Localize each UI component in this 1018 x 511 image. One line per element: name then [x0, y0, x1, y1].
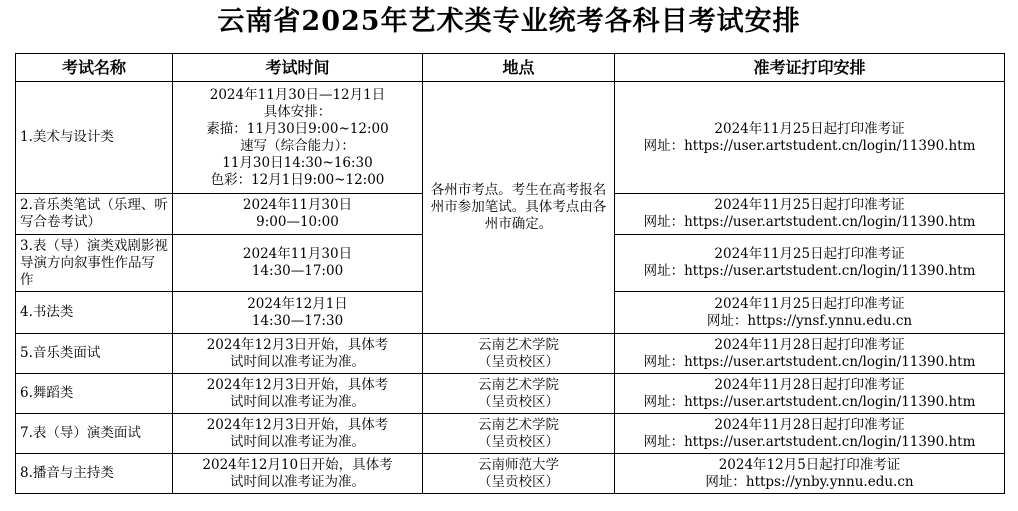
time-line: 2024年12月3日开始，具体考	[206, 376, 389, 393]
header-exam-name: 考试名称	[16, 54, 173, 82]
print-date: 2024年12月5日起打印准考证	[718, 456, 901, 473]
time-line: 9:00—10:00	[256, 214, 339, 230]
table-row	[16, 414, 1005, 454]
exam-schedule-table	[15, 53, 1005, 494]
exam-name-cell: 4.书法类	[16, 292, 173, 334]
time-line: 2024年12月3日开始，具体考	[206, 336, 389, 353]
header-admission-ticket: 准考证打印安排	[615, 54, 1005, 82]
admission-print-cell	[615, 374, 1005, 414]
location-line: 云南艺术学院	[478, 336, 559, 353]
time-line: 色彩：12月1日9:00~12:00	[210, 171, 385, 188]
exam-name-cell: 1.美术与设计类	[16, 82, 173, 194]
exam-time-cell	[173, 82, 423, 194]
location-cell	[423, 454, 615, 494]
exam-time-cell	[173, 235, 423, 292]
time-line: 速写（综合能力）：	[240, 137, 355, 154]
location-line: （呈贡校区）	[478, 433, 559, 450]
time-line: 试时间以准考证为准。	[230, 393, 365, 410]
time-line: 11月30日14:30~16:30	[222, 154, 373, 171]
location-line: 云南艺术学院	[478, 416, 559, 433]
time-line: 试时间以准考证为准。	[230, 353, 365, 370]
location-line: （呈贡校区）	[478, 473, 559, 490]
print-date: 2024年11月28日起打印准考证	[714, 416, 905, 433]
exam-time-cell	[173, 414, 423, 454]
exam-time-cell	[173, 454, 423, 494]
location-line: 云南师范大学	[478, 456, 559, 473]
time-line: 素描：11月30日9:00~12:00	[206, 120, 389, 137]
print-url: 网址：https://user.artstudent.cn/login/11390.htm	[643, 353, 976, 370]
print-url: 网址：https://user.artstudent.cn/login/11390.htm	[643, 137, 976, 154]
time-line: 2024年11月30日	[242, 197, 353, 213]
print-url: 网址：https://user.artstudent.cn/login/11390.htm	[643, 263, 976, 279]
table-row	[16, 374, 1005, 414]
time-line: 具体安排：	[263, 103, 332, 120]
exam-name-cell: 7.表（导）演类面试	[16, 414, 173, 454]
print-date: 2024年11月28日起打印准考证	[714, 376, 905, 393]
location-text: 各州市考点。考生在高考报名州市参加笔试。具体考点由各州市确定。	[430, 182, 607, 232]
print-url: 网址：https://ynby.ynnu.edu.cn	[705, 473, 914, 490]
location-line: 云南艺术学院	[478, 376, 559, 393]
document-title: 云南省2025年艺术类专业统考各科目考试安排	[217, 6, 801, 37]
location-line: （呈贡校区）	[478, 353, 559, 370]
exam-name-cell: 6.舞蹈类	[16, 374, 173, 414]
time-line: 试时间以准考证为准。	[230, 433, 365, 450]
admission-print-cell	[615, 292, 1005, 334]
print-url: 网址：https://user.artstudent.cn/login/11390.htm	[643, 433, 976, 450]
location-cell	[423, 374, 615, 414]
table-row	[16, 454, 1005, 494]
admission-print-cell	[615, 82, 1005, 194]
exam-time-cell	[173, 374, 423, 414]
admission-print-cell	[615, 235, 1005, 292]
shared-location-cell	[423, 82, 615, 334]
exam-name-cell: 2.音乐类笔试（乐理、听写合卷考试）	[16, 194, 173, 235]
time-line: 2024年12月3日开始，具体考	[206, 416, 389, 433]
print-url: 网址：https://ynsf.ynnu.edu.cn	[706, 312, 913, 329]
time-line: 2024年11月30日	[242, 246, 353, 262]
location-cell	[423, 414, 615, 454]
exam-time-cell	[173, 292, 423, 334]
exam-name-cell: 8.播音与主持类	[16, 454, 173, 494]
header-exam-time: 考试时间	[173, 54, 423, 82]
header-location: 地点	[423, 54, 615, 82]
print-url: 网址：https://user.artstudent.cn/login/11390.htm	[643, 214, 976, 230]
time-line: 14:30—17:00	[251, 263, 344, 279]
exam-name-cell: 5.音乐类面试	[16, 334, 173, 374]
exam-time-cell	[173, 334, 423, 374]
location-cell	[423, 334, 615, 374]
time-line: 14:30—17:30	[251, 312, 344, 329]
location-line: （呈贡校区）	[478, 393, 559, 410]
admission-print-cell	[615, 334, 1005, 374]
admission-print-cell	[615, 454, 1005, 494]
print-date: 2024年11月28日起打印准考证	[714, 336, 905, 353]
print-date: 2024年11月25日起打印准考证	[714, 246, 905, 262]
time-line: 2024年12月10日开始，具体考	[202, 456, 393, 473]
admission-print-cell	[615, 414, 1005, 454]
print-date: 2024年11月25日起打印准考证	[714, 295, 905, 312]
print-date: 2024年11月25日起打印准考证	[714, 197, 905, 213]
time-line: 2024年11月30日—12月1日	[209, 86, 386, 103]
table-header-row	[16, 54, 1005, 82]
print-url: 网址：https://user.artstudent.cn/login/11390.htm	[643, 393, 976, 410]
time-line: 2024年12月1日	[247, 295, 348, 312]
admission-print-cell	[615, 194, 1005, 235]
time-line: 试时间以准考证为准。	[230, 473, 365, 490]
table-row	[16, 334, 1005, 374]
table-row	[16, 82, 1005, 194]
exam-time-cell	[173, 194, 423, 235]
exam-name-cell: 3.表（导）演类戏剧影视导演方向叙事性作品写作	[16, 235, 173, 292]
print-date: 2024年11月25日起打印准考证	[714, 120, 905, 137]
